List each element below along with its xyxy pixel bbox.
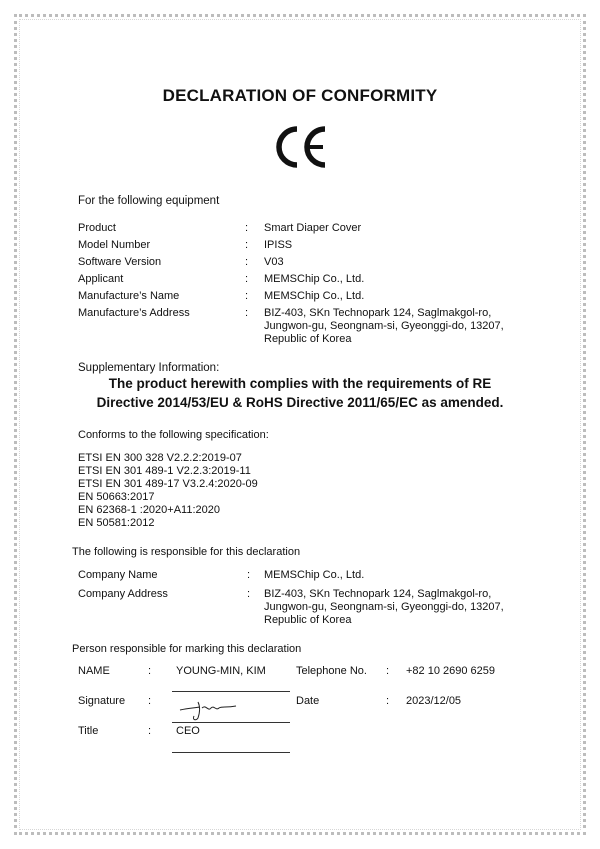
separator: : (245, 256, 249, 268)
date-value: 2023/12/05 (406, 695, 462, 707)
specification-item: ETSI EN 301 489-17 V3.2.4:2020-09 (78, 478, 258, 490)
separator: : (245, 273, 249, 285)
specification-item: EN 62368-1 :2020+A11:2020 (78, 504, 220, 516)
separator: : (148, 665, 152, 677)
name-label: NAME (78, 665, 110, 677)
compliance-statement-line: Directive 2014/53/EU & RoHS Directive 2011/65/EC as amended. (96, 395, 504, 410)
company-value: MEMSChip Co., Ltd. (264, 569, 365, 581)
title-label: Title (78, 725, 99, 737)
equipment-value: V03 (264, 256, 284, 268)
equipment-value: Smart Diaper Cover (264, 222, 362, 234)
telephone-label: Telephone No. (296, 665, 367, 677)
address-line: BIZ-403, SKn Technopark 124, Saglmakgol-ro, (264, 588, 492, 600)
equipment-intro: For the following equipment (78, 195, 220, 207)
specification-item: ETSI EN 301 489-1 V2.2.3:2019-11 (78, 465, 251, 477)
signature-label: Signature (78, 695, 126, 707)
signature-underline (172, 722, 290, 723)
separator: : (245, 222, 249, 234)
equipment-label: Model Number (78, 239, 151, 251)
title-underline (172, 752, 290, 753)
separator: : (245, 239, 249, 251)
equipment-label: Manufacture’s Name (78, 290, 180, 302)
name-value: YOUNG-MIN, KIM (176, 665, 266, 677)
separator: : (245, 307, 249, 319)
supplementary-heading: Supplementary Information: (78, 362, 220, 374)
ce-mark-logo (265, 122, 335, 172)
responsible-heading: The following is responsible for this declaration (72, 546, 301, 558)
equipment-label: Product (78, 222, 116, 234)
equipment-value: IPISS (264, 239, 293, 251)
address-line: BIZ-403, SKn Technopark 124, Saglmakgol-ro, (264, 307, 492, 319)
separator: : (386, 665, 390, 677)
equipment-label: Applicant (78, 273, 124, 285)
specification-item: EN 50663:2017 (78, 491, 155, 503)
address-line: Republic of Korea (264, 333, 352, 345)
separator: : (148, 725, 152, 737)
name-underline (172, 691, 290, 692)
separator: : (148, 695, 152, 707)
date-label: Date (296, 695, 320, 707)
equipment-label: Software Version (78, 256, 162, 268)
specification-item: ETSI EN 300 328 V2.2.2:2019-07 (78, 452, 242, 464)
marking-heading: Person responsible for marking this declaration (72, 643, 302, 655)
equipment-value: MEMSChip Co., Ltd. (264, 290, 365, 302)
handwritten-signature (178, 696, 238, 722)
telephone-value: +82 10 2690 6259 (406, 665, 496, 677)
document-title: DECLARATION OF CONFORMITY (162, 86, 438, 105)
separator: : (247, 569, 251, 581)
specification-item: EN 50581:2012 (78, 517, 155, 529)
address-line: Republic of Korea (264, 614, 352, 626)
address-line: Jungwon-gu, Seongnam-si, Gyeonggi-do, 13207, (264, 601, 504, 613)
address-line: Jungwon-gu, Seongnam-si, Gyeonggi-do, 13207, (264, 320, 504, 332)
specification-heading: Conforms to the following specification: (78, 429, 269, 441)
separator: : (247, 588, 251, 600)
separator: : (245, 290, 249, 302)
company-label: Company Name (78, 569, 158, 581)
equipment-label: Manufacture’s Address (78, 307, 190, 319)
title-value: CEO (176, 725, 200, 737)
equipment-value: MEMSChip Co., Ltd. (264, 273, 365, 285)
separator: : (386, 695, 390, 707)
compliance-statement-line: The product herewith complies with the requirements of RE (108, 376, 492, 391)
company-label: Company Address (78, 588, 168, 600)
